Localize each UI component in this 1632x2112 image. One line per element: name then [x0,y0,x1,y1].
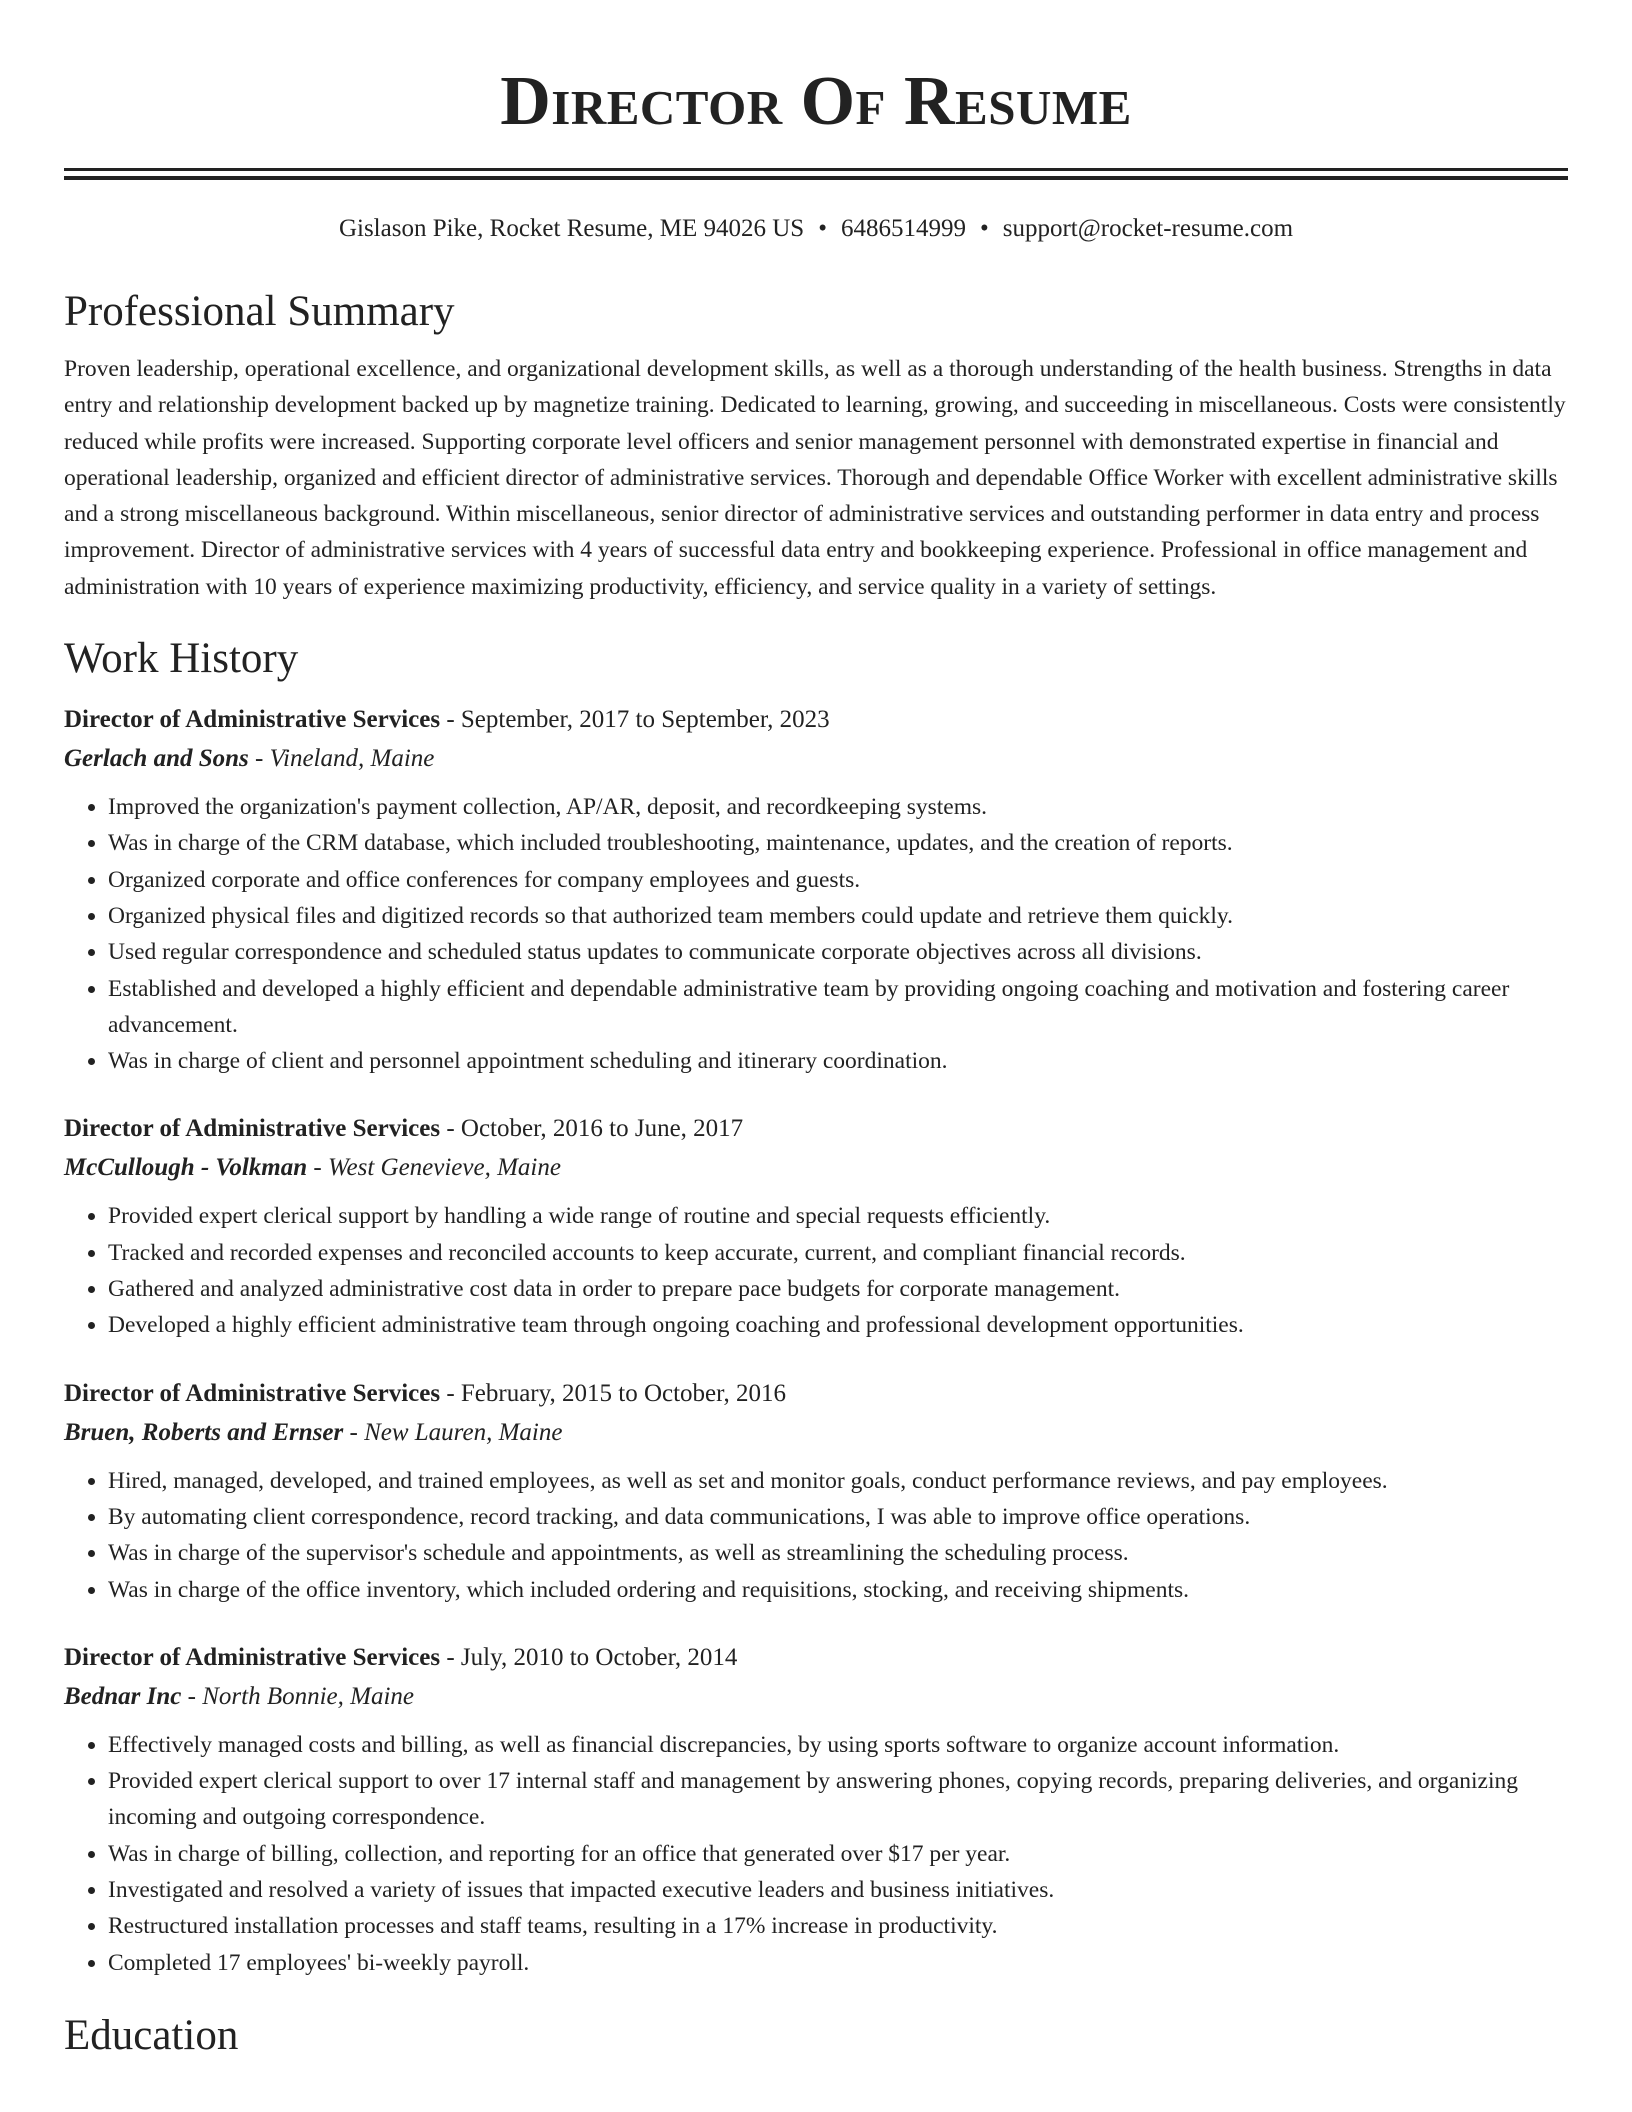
job-duty-item: • Was in charge of client and personnel appointment scheduling and itinerary coordination. [108,1043,1568,1079]
job-dates: February, 2015 to October, 2016 [460,1379,786,1407]
job-duty-item: • Was in charge of the supervisor's schedule and appointments, as well as streamlining the scheduling process. [108,1535,1568,1571]
job-entry [64,704,1568,1079]
job-dash: - [181,1682,203,1710]
job-location: North Bonnie, Maine [202,1682,414,1710]
job-dash: - [248,745,270,773]
job-duties-list [64,1198,1568,1343]
summary-heading: Professional Summary [64,288,455,335]
job-header [64,1642,1568,1674]
work-history-heading: Work History [64,635,299,683]
job-dash: - [440,706,461,734]
job-duty-item: • Used regular correspondence and scheduled status updates to communicate corporate objectives across all divisions. [108,934,1568,970]
job-dash: - [343,1418,365,1446]
summary-text: Proven leadership, operational excellence, and organizational development skills, as well as a thorough understanding of the health business. Strengths in data entry and relationship development backed up by magnetize training. Dedicated to learning, growing, and succeeding in miscellaneous. Costs were consistently reduced while profits were increased. Supporting corporate level officers and senior management personnel with demonstrated expertise in financial and operational leadership, organized and efficient director of administrative services. Thorough and dependable Office Worker with excellent administrative skills and a strong miscellaneous background. Within miscellaneous, senior director of administrative services and outstanding performer in data entry and process improvement. Director of administrative services with 4 years of successful data entry and bookkeeping experience. Professional in office management and administration with 10 years of experience maximizing productivity, efficiency, and service quality in a variety of settings. [64,356,1566,600]
job-dash: - [307,1154,328,1182]
job-duty-item: • Was in charge of the office inventory, which included ordering and requisitions, stocking, and receiving shipments. [108,1572,1568,1608]
job-dates: October, 2016 to June, 2017 [460,1115,744,1143]
job-duty-item: • Was in charge of billing, collection, and reporting for an office that generated over $17 per year. [108,1836,1568,1872]
job-duties-list [64,789,1568,1079]
job-duty-item: • Hired, managed, developed, and trained employees, as well as set and monitor goals, conduct performance reviews, and pay employees. [108,1463,1568,1499]
job-duty-item: • Improved the organization's payment collection, AP/AR, deposit, and recordkeeping systems. [108,789,1568,825]
job-company: Bednar Inc [64,1682,182,1710]
job-duty-item: • Organized corporate and office conferences for company employees and guests. [108,862,1568,898]
job-duty-item: • Gathered and analyzed administrative cost data in order to prepare pace budgets for corporate management. [108,1271,1568,1307]
job-dates: July, 2010 to October, 2014 [460,1643,738,1671]
job-title: Director of Administrative Services [64,1643,441,1671]
contact-line [64,213,1568,245]
job-company: Gerlach and Sons [64,745,249,773]
job-entry [64,1642,1568,1981]
job-duty-item: • Effectively managed costs and billing, as well as financial discrepancies, by using sports software to organize account information. [108,1727,1568,1763]
job-title: Director of Administrative Services [64,1115,441,1143]
contact-email: support@rocket-resume.com [1002,215,1294,242]
job-dash: - [440,1643,461,1671]
job-dash: - [440,1379,461,1407]
contact-phone: 6486514999 [840,215,966,242]
job-location: New Lauren, Maine [364,1418,563,1446]
job-entry [64,1378,1568,1608]
job-employer-line [64,1152,1568,1184]
job-location: West Genevieve, Maine [327,1154,561,1182]
contact-separator: • [818,215,827,242]
job-company: McCullough - Volkman [64,1154,308,1182]
job-employer-line [64,1417,1568,1449]
job-duty-item: • Tracked and recorded expenses and reconciled accounts to keep accurate, current, and compliant financial records. [108,1235,1568,1271]
header-rule-top [64,168,1568,171]
job-duty-item: • Provided expert clerical support to over 17 internal staff and management by answering phones, copying records, preparing deliveries, and organizing incoming and outgoing correspondence. [108,1763,1568,1836]
job-header [64,1113,1568,1145]
job-duty-item: • Restructured installation processes and staff teams, resulting in a 17% increase in productivity. [108,1908,1568,1944]
job-entry [64,1113,1568,1343]
resume-name: Director Of Resume [500,63,1132,140]
job-duty-item: • By automating client correspondence, record tracking, and data communications, I was able to improve office operations. [108,1499,1568,1535]
job-header [64,1378,1568,1410]
job-duty-item: • Established and developed a highly efficient and dependable administrative team by providing ongoing coaching and motivation and fostering career advancement. [108,971,1568,1044]
education-heading: Education [64,2011,239,2059]
resume-page [64,0,1568,2061]
job-company: Bruen, Roberts and Ernser [64,1418,344,1446]
job-header [64,704,1568,736]
job-duty-item: • Developed a highly efficient administrative team through ongoing coaching and professional development opportunities. [108,1307,1568,1343]
contact-separator: • [979,215,989,242]
job-duty-item: • Was in charge of the CRM database, which included troubleshooting, maintenance, updates, and the creation of reports. [108,825,1568,861]
job-dash: - [440,1115,461,1143]
job-duties-list [64,1727,1568,1981]
job-dates: September, 2017 to September, 2023 [460,706,830,734]
job-title: Director of Administrative Services [64,1379,441,1407]
job-employer-line [64,743,1568,775]
job-duty-item: • Organized physical files and digitized records so that authorized team members could update and retrieve them quickly. [108,898,1568,934]
job-duties-list [64,1463,1568,1608]
contact-address: Gislason Pike, Rocket Resume, ME 94026 US [338,215,805,242]
work-history-list [64,704,1568,1981]
job-duty-item: • Investigated and resolved a variety of issues that impacted executive leaders and business initiatives. [108,1872,1568,1908]
job-duty-item: • Completed 17 employees' bi-weekly payroll. [108,1945,1568,1981]
header-rule-bottom [64,176,1568,180]
job-duty-item: • Provided expert clerical support by handling a wide range of routine and special requests efficiently. [108,1198,1568,1234]
job-location: Vineland, Maine [269,745,435,773]
job-employer-line [64,1681,1568,1713]
job-title: Director of Administrative Services [64,706,441,734]
